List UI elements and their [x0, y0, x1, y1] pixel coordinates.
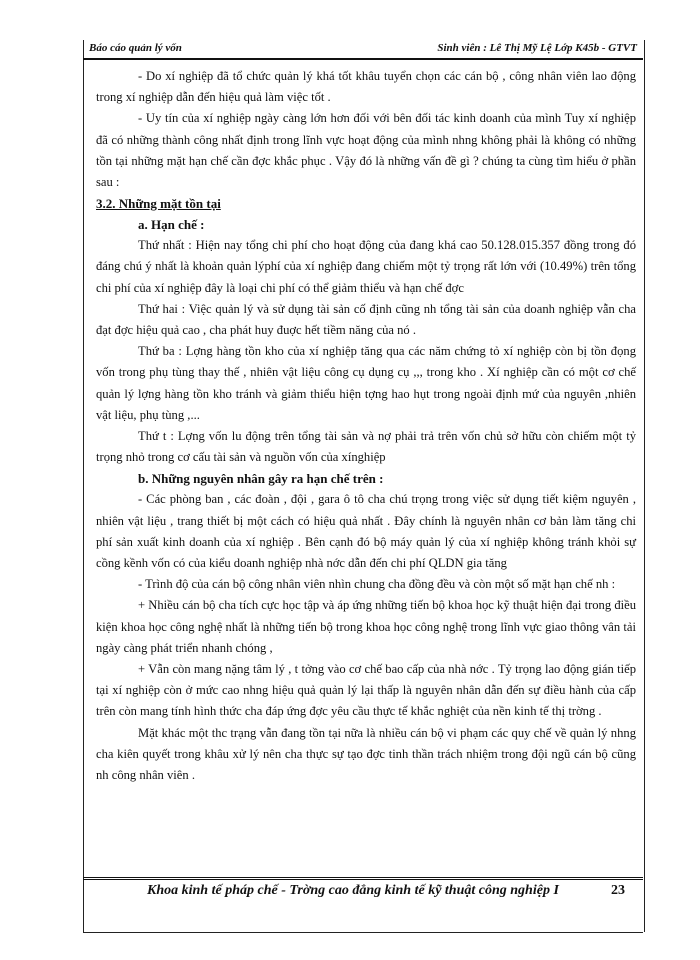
- subsection-heading: b. Những nguyên nhân gây ra hạn chế trên :: [138, 471, 384, 487]
- body-paragraph: Mặt khác một thc trạng vẫn đang tồn tại nữa là nhiều cán bộ vi phạm các quy chế về quản lý nhng cha kiên quyết trong khâu xử lý nên cha thực sự tạo đợc tinh thần trách nhiệm trong đội ngũ cán bộ cũng nh công nhân viên .: [96, 725, 636, 783]
- body-paragraph: Thứ hai : Việc quản lý và sử dụng tài sản cố định cũng nh tổng tài sản của doanh nghiệp vẫn cha đạt đợc hiệu quả cao , cha phát huy đuợc hết tiềm năng của nó .: [96, 301, 636, 338]
- page-number: 23: [611, 883, 625, 898]
- body-text: [96, 66, 636, 786]
- running-header: [89, 42, 637, 58]
- header-rule: [83, 58, 643, 60]
- bullet-paragraph: + Nhiều cán bộ cha tích cực học tập và áp ứng những tiến bộ khoa học kỹ thuật hiện đại trong điều kiện khoa học công nghệ nhất là những tiến bộ trong khoa học công nghệ trong lĩnh vực giao thông vân tải ngày càng phát triển nhanh chóng ,: [96, 598, 636, 655]
- bullet-paragraph: - Trình độ của cán bộ công nhân viên nhìn chung cha đồng đều và còn một số mặt hạn chế nh :: [138, 577, 616, 592]
- bullet-paragraph: - Do xí nghiệp đã tổ chức quản lý khá tốt khâu tuyển chọn các cán bộ , công nhân viên lao động trong xí nghiệp dẫn đến hiệu quả làm việc tốt .: [96, 69, 636, 105]
- footer-rule: [83, 877, 643, 880]
- subsection-heading: a. Hạn chế :: [138, 217, 205, 233]
- running-footer: [83, 883, 643, 907]
- header-author: Sinh viên : Lê Thị Mỹ Lệ Lớp K45b - GTVT: [437, 42, 637, 54]
- bullet-paragraph: + Vẫn còn mang nặng tâm lý , t tởng vào cơ chế bao cấp của nhà nớc . Tỷ trọng lao động gián tiếp tại xí nghiệp còn ở mức cao nhng hiệu quả quản lý lại thấp là nguyên nhân dẫn đến sự điều hành của cấp trên còn mang tính hình thức cha đáp ứng đợc yêu cầu thực tế khắc nghiệt của nền kinh tế thị trờng .: [96, 662, 636, 719]
- body-paragraph: Thứ nhất : Hiện nay tổng chi phí cho hoạt động của đang khá cao 50.128.015.357 đồng trong đó đáng chú ý nhất là khoản quản lýphí của xí nghiệp đang chiếm một tỷ trọng rất lớn với (10.49%) trên tổng chi phí của xí nghiệp đây là loại chi phí có thể giảm thiểu và hạn chế đợc: [96, 238, 636, 295]
- section-heading: 3.2. Những mặt tồn tại: [96, 196, 221, 212]
- header-title: Báo cáo quản lý vốn: [89, 42, 182, 54]
- body-paragraph: Thứ ba : Lợng hàng tồn kho của xí nghiệp tăng qua các năm chứng tỏ xí nghiệp còn bị tồn đọng vốn trong phụ tùng thay thế , nhiên vật liệu công cụ dụng cụ ,,, trong kho . Xí nghiệp cần có một cơ chế quản lý lợng hàng tồn kho tránh và giảm thiểu hiện tợng hao hụt trong ngoài định mứ của nguyên ,nhiên vật liệu, phụ tùng ,...: [96, 344, 636, 422]
- footer-text: Khoa kinh tế pháp chế - Trờng cao đẳng kinh tế kỹ thuật công nghiệp I: [147, 883, 559, 898]
- bottom-rule: [83, 932, 643, 933]
- bullet-paragraph: - Uy tín của xí nghiệp ngày càng lớn hơn đối với bên đối tác kinh doanh của mình Tuy xí nghiệp đã có những thành công nhất định trong lĩnh vực hoạt động của mình nhng không phải là không có những tồn tại những mặt hạn chế cần đợc khắc phục . Vậy đó là những vấn đề gì ? chúng ta cùng tìm hiểu ở phần sau :: [96, 111, 636, 190]
- body-paragraph: Thứ t : Lợng vốn lu động trên tổng tài sản và nợ phải trả trên vốn chủ sở hữu còn chiếm một tỷ trọng nhỏ trong cơ cấu tài sản và nguồn vốn của xínghiệp: [96, 429, 636, 465]
- bullet-paragraph: - Các phòng ban , các đoàn , đội , gara ô tô cha chú trọng trong việc sử dụng tiết kiệm nguyên , nhiên vật liệu , trang thiết bị một cách có hiệu quả nhất . Đây chính là nguyên nhân cơ bản làm tăng chi phí sản xuất kinh doanh của xí nghiệp . Bên cạnh đó bộ máy quản lý của xí nghiệp không tránh khỏi sự cồng kềnh vốn có của kiểu doanh nghiệp nhà nớc dẫn đến chi phí QLDN gia tăng: [96, 492, 636, 571]
